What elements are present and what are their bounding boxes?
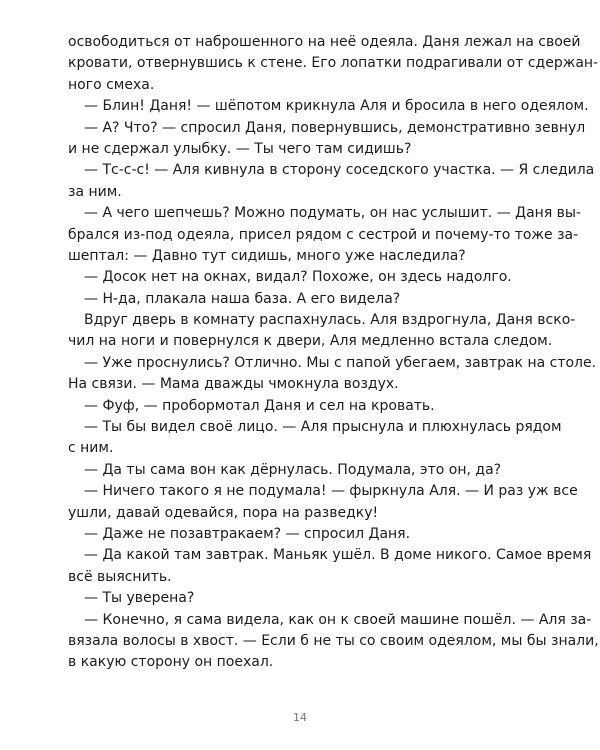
text-line: и не сдержал улыбку. — Ты чего там сидишь? (68, 140, 412, 157)
text-line: вязала волосы в хвост. — Если б не ты со своим одеялом, мы бы знали, (68, 632, 599, 649)
text-line: — Досок нет на окнах, видал? Похоже, он здесь надолго. (84, 269, 512, 286)
text-line: освободиться от наброшенного на неё одеяла. Даня лежал на своей (68, 34, 581, 50)
text-line: за ним. (68, 183, 122, 200)
text-line: ного смеха. (68, 76, 155, 93)
text-line: Вдруг дверь в комнату распахнулась. Аля вздрогнула, Даня вско- (84, 312, 576, 329)
text-line: — Да какой там завтрак. Маньяк ушёл. В доме никого. Самое время (84, 547, 592, 564)
text-line: с ним. (68, 440, 114, 457)
text-line: — Блин! Даня! — шёпотом крикнула Аля и бросила в него одеялом. (84, 98, 589, 115)
text-line: — Фуф, — пробормотал Даня и сел на кровать. (84, 397, 435, 414)
text-line: кровати, отвернувшись к стене. Его лопатки подрагивали от сдержан- (68, 55, 599, 72)
text-line: — А? Что? — спросил Даня, повернувшись, демонстративно зевнул (84, 119, 586, 136)
page-number: 14 (293, 711, 307, 724)
text-line: На связи. — Мама дважды чмокнула воздух. (68, 376, 399, 393)
text-line: — А чего шепчешь? Можно подумать, он нас услышит. — Даня вы- (84, 205, 582, 222)
text-line: — Н-да, плакала наша база. А его видела? (84, 290, 401, 307)
book-page-text (68, 32, 599, 674)
text-line: ушли, давай одевайся, пора на разведку! (68, 504, 379, 521)
text-line: — Конечно, я сама видела, как он к своей машине пошёл. — Аля за- (84, 611, 592, 628)
text-line: — Ты бы видел своё лицо. — Аля прыснула и плюхнулась рядом (84, 419, 562, 436)
text-line: чил на ноги и повернулся к двери, Аля медленно встала следом. (68, 333, 553, 350)
text-line: брался из-под одеяла, присел рядом с сестрой и почему-то тоже за- (68, 226, 579, 243)
text-line: — Ничего такого я не подумала! — фыркнула Аля. — И раз уж все (84, 483, 578, 500)
text-line: — Даже не позавтракаем? — спросил Даня. (84, 525, 411, 542)
text-line: шептал: — Давно тут сидишь, много уже наследила? (68, 247, 466, 264)
text-line: — Тс-с-с! — Аля кивнула в сторону соседского участка. — Я следила (84, 162, 595, 179)
text-line: — Уже проснулись? Отлично. Мы с папой убегаем, завтрак на столе. (84, 354, 597, 371)
text-line: в какую сторону он поехал. (68, 654, 274, 671)
text-line: всё выяснить. (68, 568, 172, 585)
text-line: — Да ты сама вон как дёрнулась. Подумала, это он, да? (84, 461, 502, 478)
text-line: — Ты уверена? (84, 590, 195, 607)
